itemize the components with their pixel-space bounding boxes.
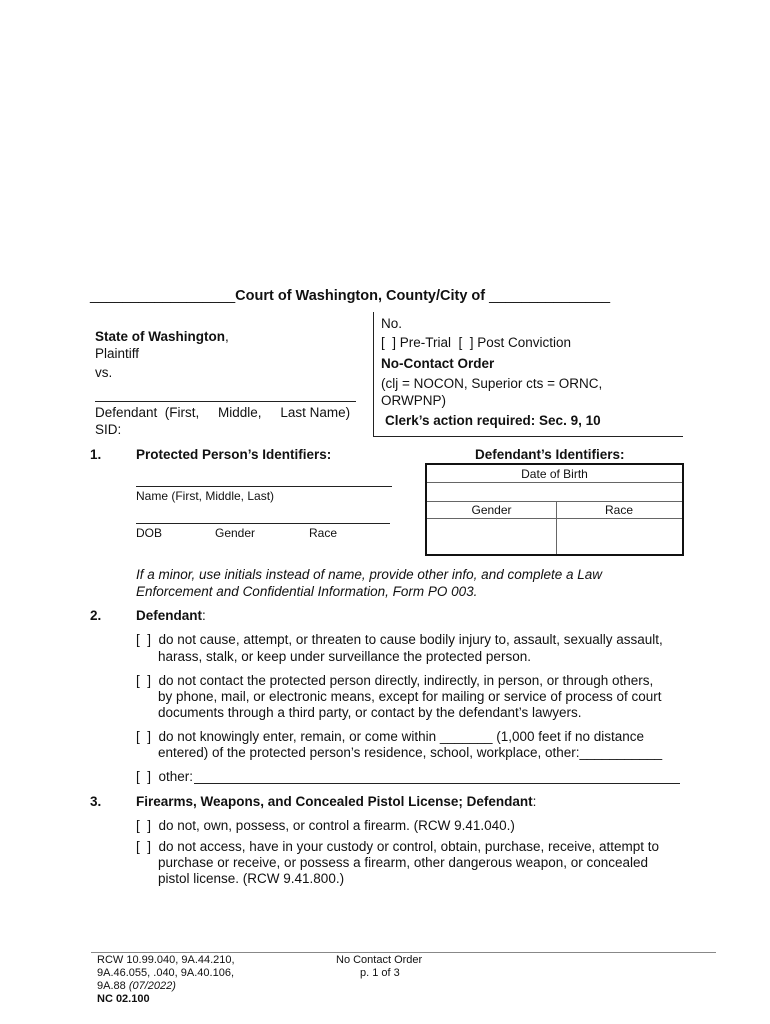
vs-label: vs.: [95, 365, 113, 380]
trial-options[interactable]: [ ] Pre-Trial [ ] Post Conviction: [381, 335, 572, 350]
footer-page-number: p. 1 of 3: [360, 967, 400, 979]
restraint-item-1-line-2: harass, stalk, or keep under surveillance the protected person.: [158, 649, 531, 664]
protected-race-label: Race: [309, 526, 338, 540]
county-blank-right[interactable]: _______________: [489, 288, 611, 304]
section-2-heading: [136, 608, 206, 623]
firearm-item-1[interactable]: [ ] do not, own, possess, or control a firearm. (RCW 9.41.040.): [136, 818, 515, 833]
restraint-item-1-line-1[interactable]: [ ] do not cause, attempt, or threaten to cause bodily injury to, assault, sexually assault,: [136, 632, 663, 647]
dob-header-divider: [427, 482, 682, 483]
minor-note-line-2: Enforcement and Confidential Information, Form PO 003.: [136, 584, 478, 599]
protected-gender-label: Gender: [215, 526, 256, 540]
restraint-item-other[interactable]: [ ] other:: [136, 769, 194, 784]
sid-label: SID:: [95, 422, 122, 437]
order-title: No-Contact Order: [381, 356, 495, 371]
defendant-dob-label: Date of Birth: [521, 467, 588, 481]
order-codes-2: ORWPNP): [381, 393, 447, 408]
case-number-label: No.: [381, 316, 403, 331]
footer-rcw-3: [97, 980, 176, 992]
state-line: [95, 329, 229, 344]
section-2-colon: :: [202, 608, 206, 623]
caption-vertical-divider: [373, 312, 374, 437]
defendant-gender-label: Gender: [471, 503, 512, 517]
section-1-number: 1.: [90, 447, 102, 462]
footer-rcw-3-text: 9A.88: [97, 980, 129, 992]
firearm-item-2-line-2: purchase or receive, or possess a firearm, other dangerous weapon, or concealed: [158, 855, 649, 870]
section-3-colon: :: [532, 794, 537, 809]
gender-race-column-divider: [556, 501, 557, 554]
county-blank-left[interactable]: __________________: [90, 288, 236, 304]
section-3-number: 3.: [90, 794, 102, 809]
section-3-heading-text: Firearms, Weapons, and Concealed Pistol License; Defendant: [136, 794, 533, 809]
caption-bottom-rule: [373, 436, 683, 437]
defendant-race-label: Race: [604, 503, 633, 517]
order-codes-1: (clj = NOCON, Superior cts = ORNC,: [381, 376, 603, 391]
footer-form-title: No Contact Order: [336, 954, 423, 966]
firearm-item-2-line-3: pistol license. (RCW 9.41.800.): [158, 871, 345, 886]
footer-rcw-1: RCW 10.99.040, 9A.44.210,: [97, 954, 235, 966]
state-comma: ,: [225, 329, 229, 344]
restraint-item-2-line-1[interactable]: [ ] do not contact the protected person directly, indirectly, in person, or through others,: [136, 673, 654, 688]
section-1-heading: Protected Person’s Identifiers:: [136, 447, 332, 462]
court-title: Court of Washington, County/City of: [235, 288, 486, 304]
defendant-name-label: Defendant (First, Middle, Last Name): [95, 405, 351, 420]
section-2-heading-text: Defendant: [136, 608, 203, 623]
state-name: State of Washington: [95, 329, 225, 344]
protected-name-label: Name (First, Middle, Last): [136, 489, 275, 503]
restraint-item-3-line-1[interactable]: [ ] do not knowingly enter, remain, or come within _______ (1,000 feet if no distance: [136, 729, 645, 744]
footer-rule: [91, 952, 716, 953]
restraint-item-3-line-2: entered) of the protected person’s residence, school, workplace, other:___________: [158, 745, 663, 760]
dob-value-cell[interactable]: [427, 501, 682, 502]
section-2-number: 2.: [90, 608, 102, 623]
protected-dob-label: DOB: [136, 526, 163, 540]
defendant-identifiers-heading: Defendant’s Identifiers:: [475, 447, 625, 462]
clerk-action: Clerk’s action required: Sec. 9, 10: [385, 413, 601, 428]
footer-form-number: NC 02.100: [97, 993, 150, 1005]
restraint-item-2-line-2: by phone, mail, or electronic means, except for mailing or service of process of court: [158, 689, 662, 704]
protected-dob-line[interactable]: [136, 523, 390, 524]
other-fill-line[interactable]: [194, 783, 680, 784]
court-header: [90, 288, 610, 304]
footer-rcw-2: 9A.46.055, .040, 9A.40.106,: [97, 967, 235, 979]
footer-revision-date: (07/2022): [128, 980, 176, 992]
firearm-item-2-line-1[interactable]: [ ] do not access, have in your custody or control, obtain, purchase, receive, attempt to: [136, 839, 660, 854]
minor-note-line-1: If a minor, use initials instead of name, provide other info, and complete a Law: [136, 567, 603, 582]
section-3-heading: [136, 794, 536, 809]
restraint-item-2-line-3: documents through a third party, or contact by the defendant’s lawyers.: [158, 705, 582, 720]
protected-name-line[interactable]: [136, 486, 392, 487]
gender-race-header-divider: [427, 518, 682, 519]
defendant-name-line[interactable]: [95, 401, 356, 402]
defendant-identifiers-table: [425, 463, 684, 556]
plaintiff-label: Plaintiff: [95, 346, 140, 361]
